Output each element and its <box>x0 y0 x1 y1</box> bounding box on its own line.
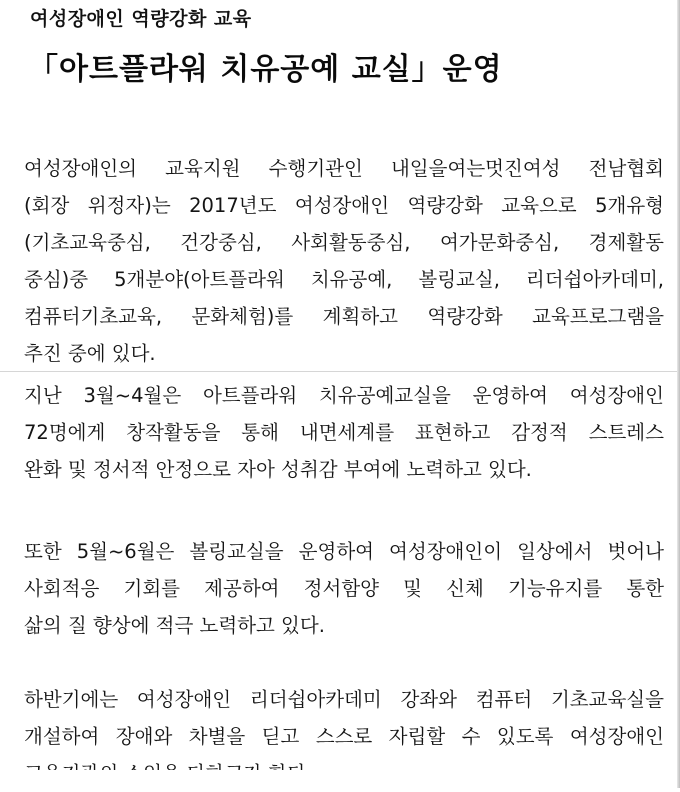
paragraph-3 <box>24 533 664 644</box>
document-headline: 「아트플라워 치유공예 교실」운영 <box>28 52 503 87</box>
scan-fold-line <box>0 371 680 372</box>
paragraph-line: 사회적응 기회를 제공하여 정서함양 및 신체 기능유지를 통한 <box>24 577 664 600</box>
paragraph-line: (기초교육중심, 건강중심, 사회활동중심, 여가문화중심, 경제활동 <box>24 231 664 254</box>
paragraph-line: 지난 3월~4월은 아트플라워 치유공예교실을 운영하여 여성장애인 <box>24 384 664 407</box>
paragraph-2 <box>24 377 664 488</box>
paragraph-line: 여성장애인의 교육지원 수행기관인 내일을여는멋진여성 전남협회 <box>24 157 664 180</box>
paragraph-line: 완화 및 정서적 안정으로 자아 성취감 부여에 노력하고 있다. <box>24 458 532 481</box>
paragraph-1 <box>24 150 664 372</box>
paragraph-line: 추진 중에 있다. <box>24 342 156 365</box>
document-kicker: 여성장애인 역량강화 교육 <box>30 8 252 30</box>
paragraph-line: 중심)중 5개분야(아트플라워 치유공예, 볼링교실, 리더쉽아카데미, <box>24 268 664 291</box>
paragraph-line: 또한 5월~6월은 볼링교실을 운영하여 여성장애인이 일상에서 벗어나 <box>24 540 664 563</box>
bottom-crop-edge <box>0 770 680 788</box>
paragraph-line: 삶의 질 향상에 적극 노력하고 있다. <box>24 614 325 637</box>
paragraph-line: 컴퓨터기초교육, 문화체험)를 계획하고 역량강화 교육프로그램을 <box>24 305 664 328</box>
paragraph-line: 하반기에는 여성장애인 리더쉽아카데미 강좌와 컴퓨터 기초교육실을 <box>24 688 664 711</box>
paragraph-line: 72명에게 창작활동을 통해 내면세계를 표현하고 감정적 스트레스 <box>24 421 664 444</box>
paragraph-line: (회장 위정자)는 2017년도 여성장애인 역량강화 교육으로 5개유형 <box>24 194 664 217</box>
paragraph-line: 개설하여 장애와 차별을 딛고 스스로 자립할 수 있도록 여성장애인 <box>24 725 664 748</box>
